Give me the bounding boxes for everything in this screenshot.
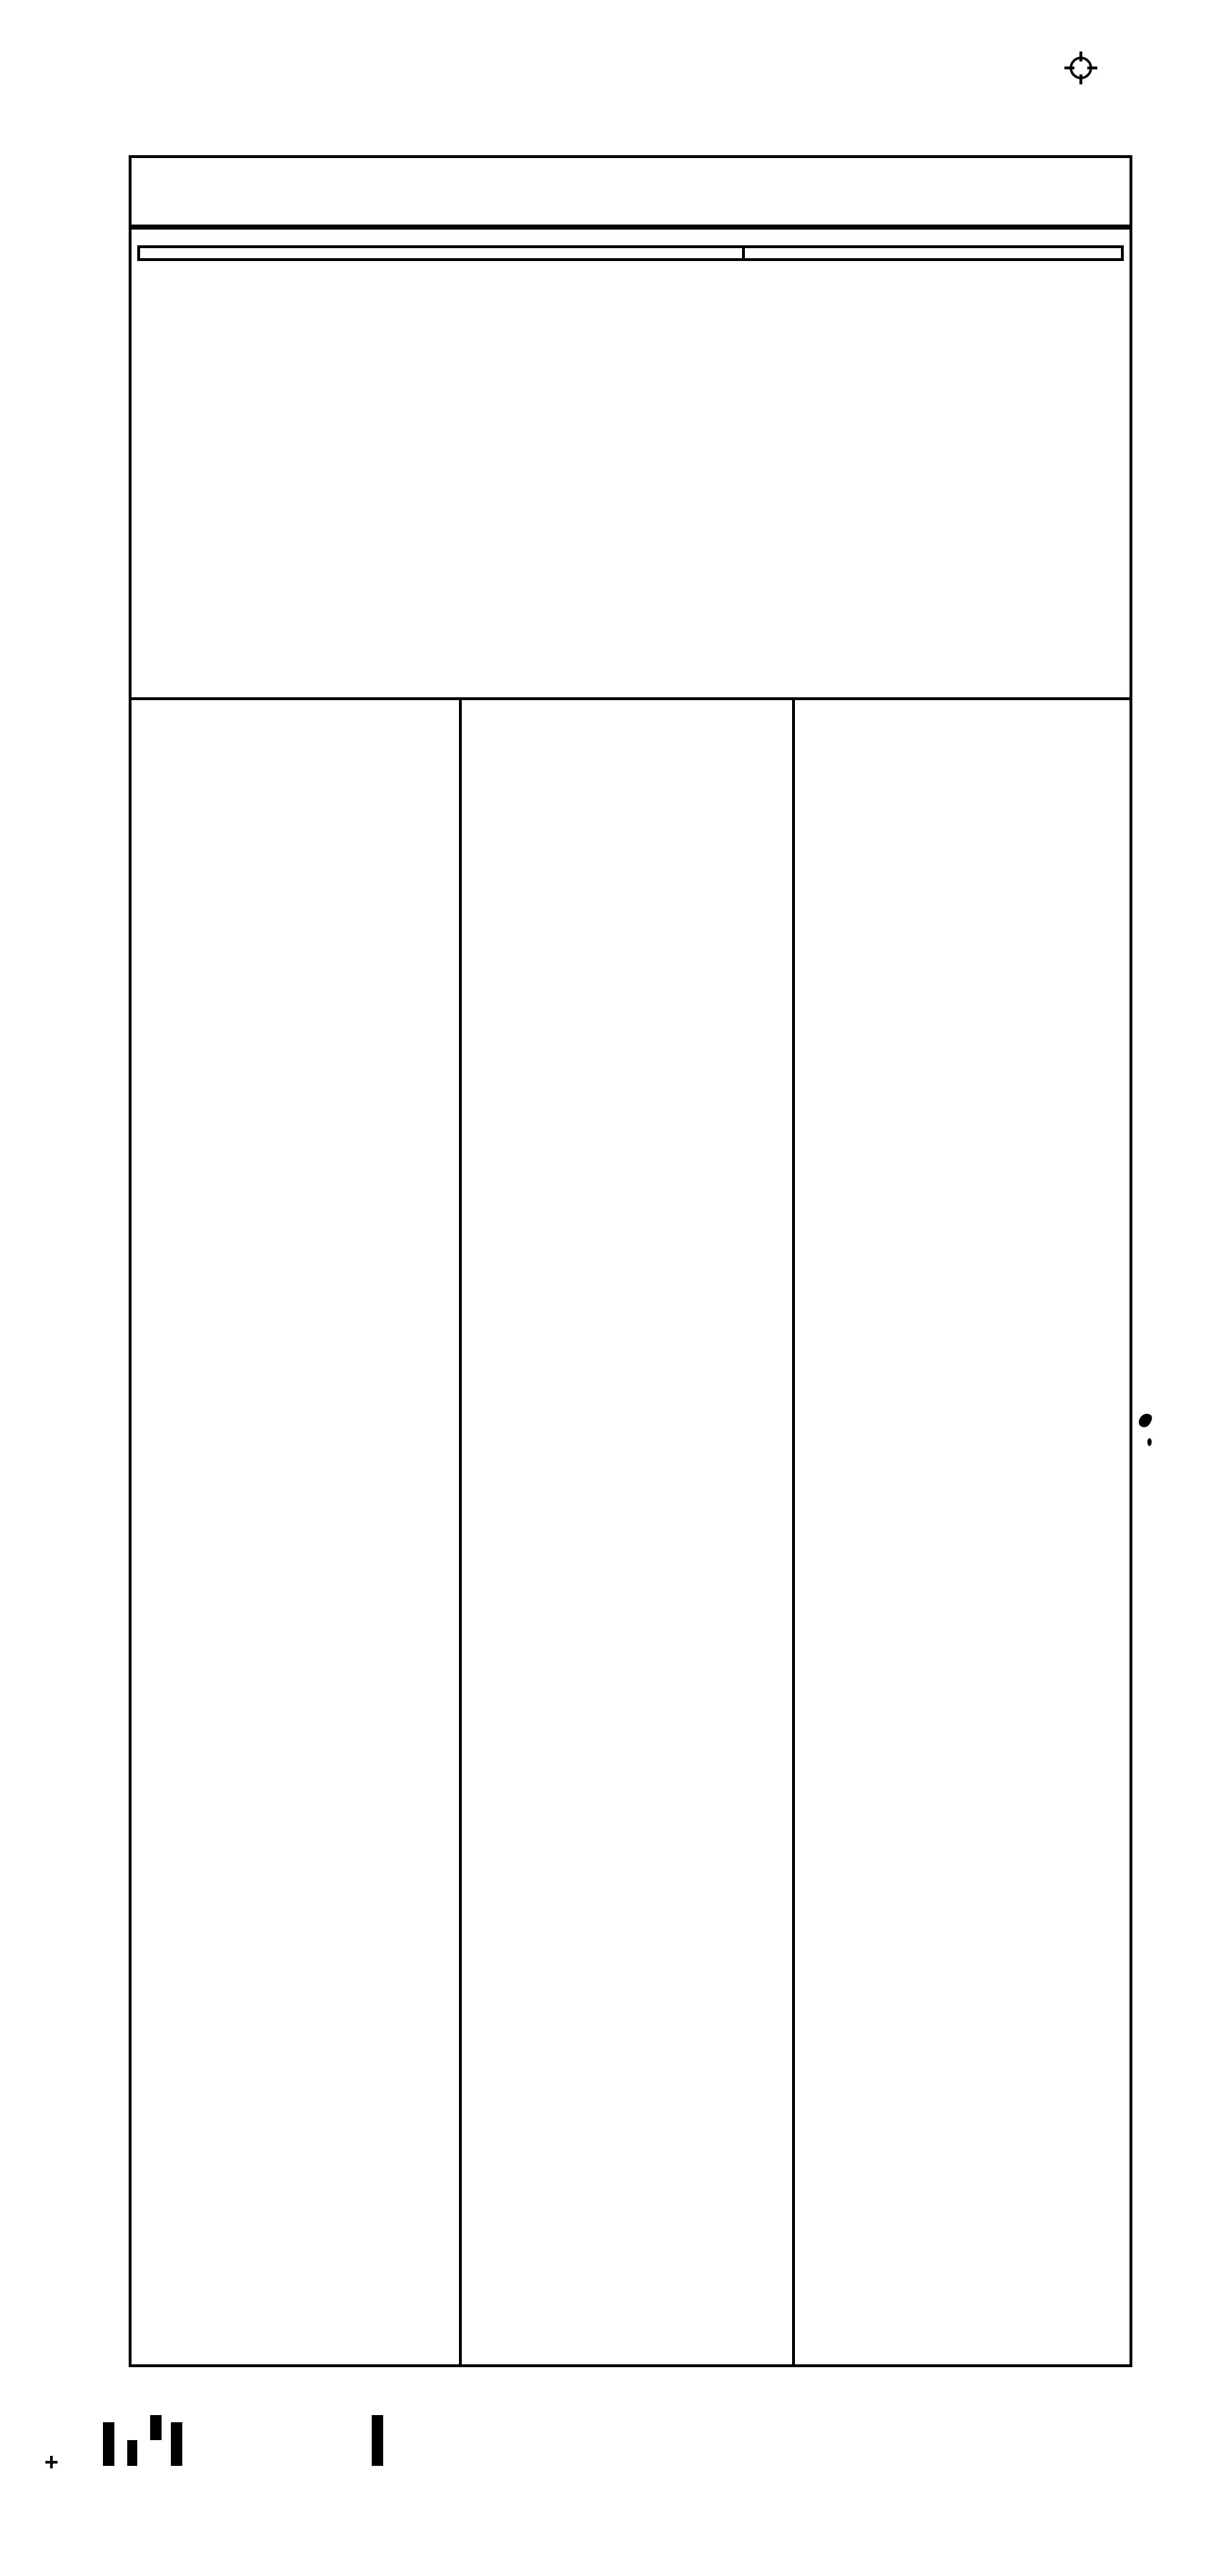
instructions-box (137, 245, 1124, 261)
registration-crosshair-icon (1064, 51, 1097, 84)
stray-mark-bar (372, 2415, 383, 2466)
column-middle (462, 700, 795, 2364)
plus-registration-mark: + (44, 2449, 59, 2476)
ballot-body (129, 155, 1132, 2367)
stray-ink-mark (1147, 1438, 1152, 1446)
stray-mark-bar (103, 2422, 114, 2466)
column-left (132, 700, 462, 2364)
stray-ink-mark (1137, 1412, 1154, 1430)
stray-mark-bar (150, 2415, 162, 2440)
column-right (795, 700, 1129, 2364)
warning-panel (745, 248, 1121, 258)
stray-mark-bar (127, 2440, 137, 2466)
timing-marks-bottom-strip (46, 2496, 1072, 2537)
to-vote-panel (140, 248, 745, 258)
timing-marks-top-strip (41, 95, 1182, 139)
county-header-box (132, 158, 1129, 230)
stray-mark-bar (171, 2422, 182, 2466)
